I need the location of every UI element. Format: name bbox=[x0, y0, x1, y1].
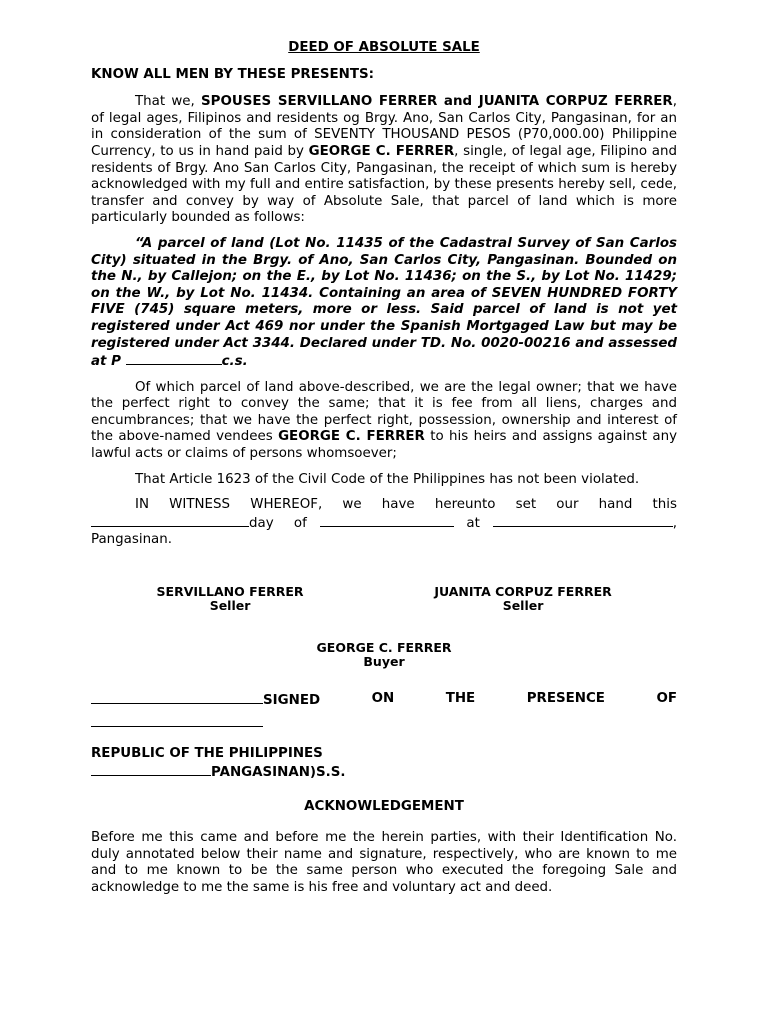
blank-line bbox=[91, 725, 263, 727]
opening-heading: KNOW ALL MEN BY THESE PRESENTS: bbox=[91, 66, 375, 82]
signatory-name: SERVILLANO FERRER bbox=[156, 584, 304, 600]
text-run: day of bbox=[249, 515, 307, 531]
blank-line bbox=[91, 763, 211, 776]
text-run: c.s. bbox=[221, 354, 248, 370]
text-run: SIGNED bbox=[263, 693, 321, 709]
text-run: PRESENCE bbox=[526, 691, 605, 707]
text-run: Pangasinan. bbox=[91, 532, 173, 548]
seller-signature-block bbox=[369, 585, 677, 613]
text-run: OF bbox=[656, 691, 677, 707]
text-run: at bbox=[466, 515, 480, 531]
text-run: , bbox=[672, 515, 677, 531]
ownership-paragraph bbox=[91, 380, 677, 463]
sellers-name: SPOUSES SERVILLANO FERRER and JUANITA CORPUZ FERRER bbox=[201, 94, 673, 110]
acknowledgement-title: ACKNOWLEDGEMENT bbox=[304, 799, 464, 815]
signed-presence-line bbox=[91, 691, 677, 710]
signatory-role: Seller bbox=[502, 598, 544, 614]
land-description bbox=[91, 236, 677, 371]
text-run: That we, bbox=[135, 94, 202, 110]
seller-signature-block bbox=[91, 585, 369, 613]
venue-country: REPUBLIC OF THE PHILIPPINES bbox=[91, 746, 323, 762]
blank-line bbox=[126, 352, 222, 365]
venue-block bbox=[91, 746, 677, 781]
buyer-signature-block bbox=[91, 641, 677, 669]
venue-province: PANGASINAN)S.S. bbox=[211, 764, 346, 780]
blank-line bbox=[320, 514, 454, 527]
signatory-name: JUANITA CORPUZ FERRER bbox=[434, 584, 612, 600]
article-paragraph: That Article 1623 of the Civil Code of the Philippines has not been violated. bbox=[135, 471, 640, 487]
signatory-role: Buyer bbox=[363, 654, 405, 670]
sale-paragraph bbox=[91, 94, 677, 227]
text-run: , single, of legal age, Filipino and residents of Brgy. Ano San Carlos City, Pangasinan, the receipt of which sum is hereby acknowledged with my full and entire satisfaction, by these presents hereby sell, cede, transfer and convey by way of Absolute Sale, that parcel of land which is more particularly bounded as follows: bbox=[91, 143, 677, 226]
vendee-name: GEORGE C. FERRER bbox=[278, 429, 425, 445]
text-run: ON bbox=[371, 691, 395, 707]
blank-line bbox=[91, 514, 249, 527]
seller-signatures bbox=[91, 585, 677, 613]
signatory-role: Seller bbox=[209, 598, 251, 614]
text-run: Of which parcel of land above-described, we are the legal owner; that we have the perfect right to convey the same; that it is fee from all liens, charges and encumbrances; that we have the perfect right, possession, ownership and interest of the above-named vendees bbox=[91, 379, 677, 445]
witness-paragraph bbox=[91, 497, 677, 549]
text-run: IN WITNESS WHEREOF, we have hereunto set our hand this bbox=[135, 497, 677, 513]
witness-line bbox=[91, 497, 677, 514]
text-run: , of legal ages, Filipinos and residents og Brgy. Ano, San Carlos City, Pangasinan, for an in consideration of the sum of SEVENTY THOUSAND PESOS (P70,000.00) Philippine Currency, to us in hand paid by bbox=[91, 94, 677, 159]
blank-line bbox=[91, 691, 263, 704]
signatory-name: GEORGE C. FERRER bbox=[316, 640, 452, 656]
blank-line bbox=[493, 514, 673, 527]
acknowledgement-body: Before me this came and before me the herein parties, with their Identification No. duly annotated below their name and signature, respectively, who are known to me and to me known to be the same person who executed the foregoing Sale and acknowledge to me the same is his free and voluntary act and deed. bbox=[91, 830, 677, 895]
text-run: “A parcel of land (Lot No. 11435 of the Cadastral Survey of San Carlos City) situated in the Brgy. of Ano, San Carlos City, Pangasinan. Bounded on the N., by Callejon; on the E., by Lot No. 11436; on the S., by Lot No. 11429; on the W., by Lot No. 11434. Containing an area of SEVEN HUNDRED FORTY FIVE (745) square meters, more or less. Said parcel of land is not yet registered under Act 469 nor under the Spanish Mortgaged Law but may be registered under Act 3344. Declared under TD. No. 0020-00216 and assessed at P bbox=[91, 235, 677, 370]
document-title: DEED OF ABSOLUTE SALE bbox=[288, 40, 480, 55]
buyer-name: GEORGE C. FERRER bbox=[308, 143, 455, 159]
deed-document bbox=[91, 40, 677, 905]
text-run: to his heirs and assigns against any lawful acts or claims of persons whomsoever; bbox=[91, 429, 677, 462]
witness-blanks-line bbox=[91, 514, 677, 533]
text-run: THE bbox=[445, 691, 476, 707]
